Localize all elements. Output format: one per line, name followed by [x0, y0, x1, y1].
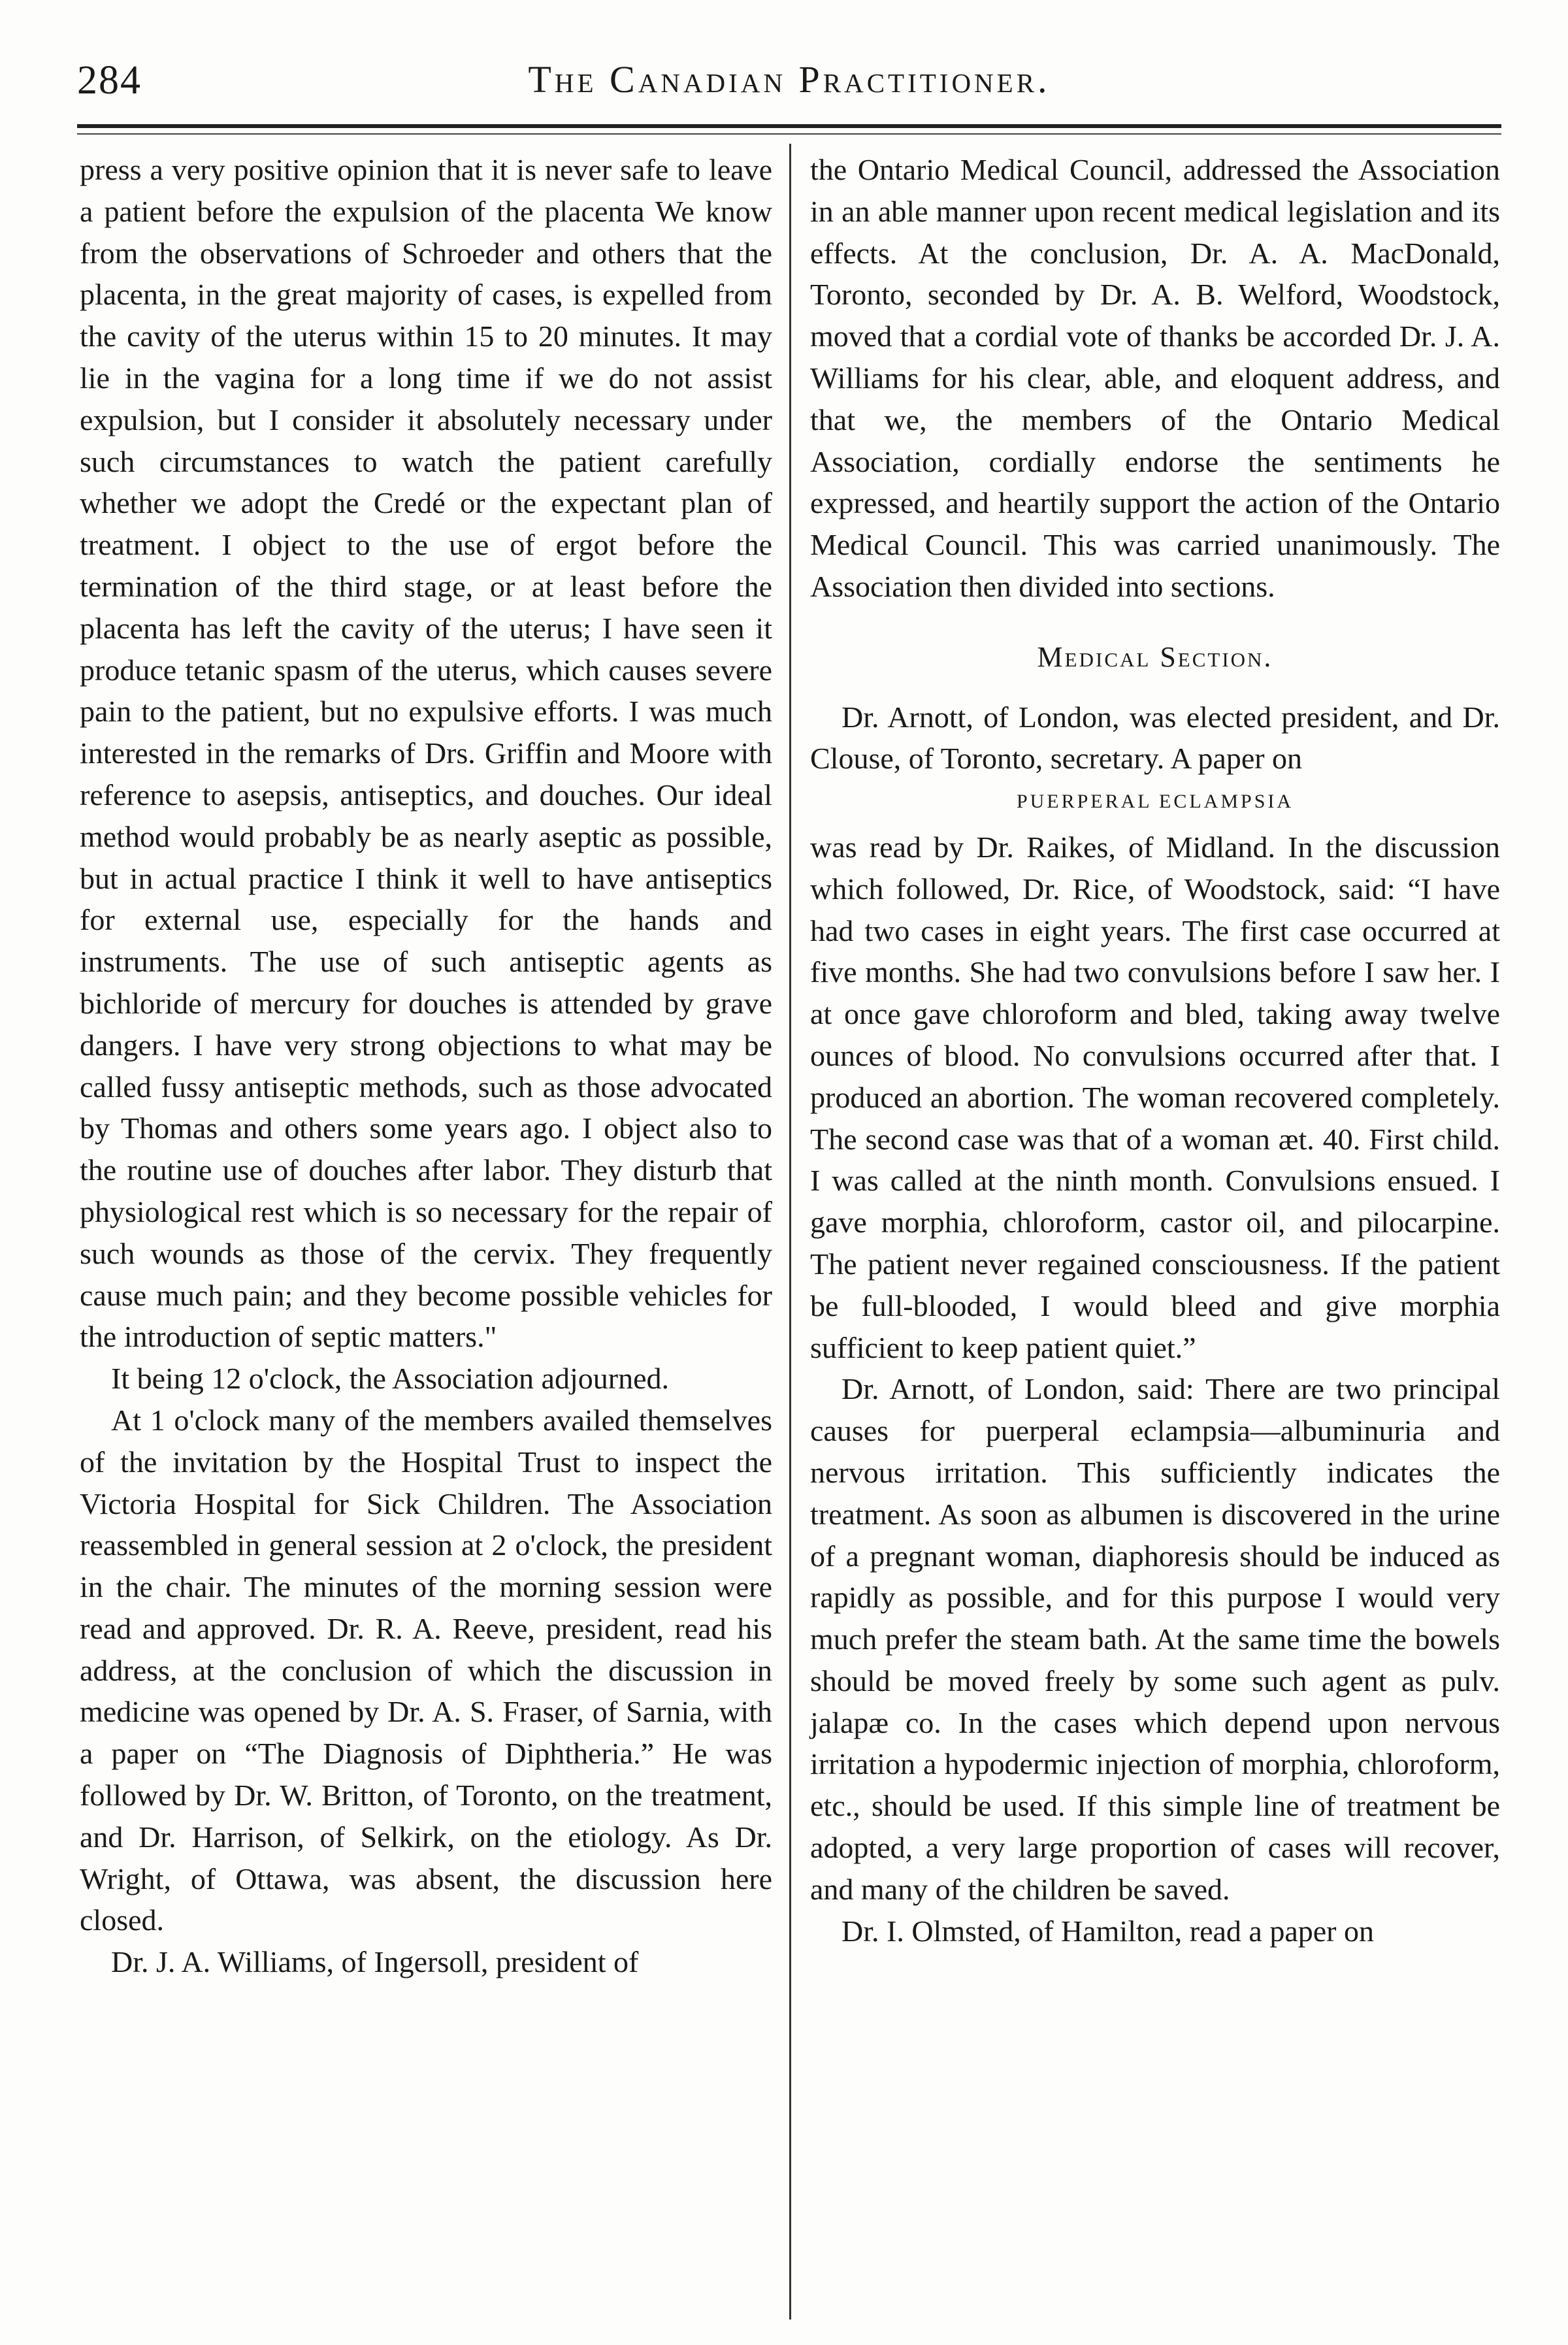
- left-paragraph-2: It being 12 o'clock, the Association adjourned.: [111, 1362, 669, 1396]
- right-paragraph-1: the Ontario Medical Council, addressed the Association in an able manner upon recent medical legislation and its effects. At the conclusion, Dr. A. A. MacDonald, Toronto, seconded by Dr. A. B. Welford, Woodstock, moved that a cordial vote of thanks be accorded Dr. J. A. Williams for his clear, able, and eloquent address, and that we, the members of the Ontario Medical Association, cordially endorse the sentiments he expressed, and heartily support the action of the Ontario Medical Council. This was carried unanimously. The Association then divided into sections.: [810, 153, 1500, 603]
- right-column: [810, 149, 1500, 1952]
- right-paragraph-5: Dr. I. Olmsted, of Hamilton, read a paper on: [841, 1914, 1374, 1948]
- page-header: [77, 46, 1501, 118]
- left-paragraph-4: Dr. J. A. Williams, of Ingersoll, president of: [111, 1945, 639, 1979]
- left-paragraph-3: At 1 o'clock many of the members availed themselves of the invitation by the Hospital Trust to inspect the Victoria Hospital for Sick Children. The Association reassembled in general session at 2 o'clock, the president in the chair. The minutes of the morning session were read and approved. Dr. R. A. Reeve, president, read his address, at the conclusion of which the discussion in medicine was opened by Dr. A. S. Fraser, of Sarnia, with a paper on “The Diagnosis of Diphtheria.” He was followed by Dr. W. Britton, of Toronto, on the treatment, and Dr. Harrison, of Selkirk, on the etiology. As Dr. Wright, of Ottawa, was absent, the discussion here closed.: [80, 1403, 772, 1937]
- column-divider: [789, 144, 791, 2320]
- header-rule-thick: [77, 124, 1501, 128]
- right-paragraph-2: Dr. Arnott, of London, was elected president, and Dr. Clouse, of Toronto, secretary. A paper on: [810, 700, 1500, 776]
- page-number: 284: [77, 58, 142, 103]
- subheading: PUERPERAL ECLAMPSIA: [1016, 791, 1294, 813]
- running-title: The Canadian Practitioner.: [528, 58, 1051, 101]
- left-column: [80, 149, 772, 1983]
- header-rule-thin: [77, 133, 1501, 135]
- right-paragraph-3: was read by Dr. Raikes, of Midland. In the discussion which followed, Dr. Rice, of Woodstock, said: “I have had two cases in eight years. The first case occurred at five months. She had two convulsions before I saw her. I at once gave chloroform and bled, taking away twelve ounces of blood. No convulsions occurred after that. I produced an abortion. The woman recovered completely. The second case was that of a woman æt. 40. First child. I was called at the ninth month. Convulsions ensued. I gave morphia, chloroform, castor oil, and pilocarpine. The patient never regained consciousness. If the patient be full-blooded, I would bleed and give morphia sufficient to keep patient quiet.”: [810, 830, 1500, 1364]
- section-heading: Medical Section.: [1037, 640, 1273, 673]
- right-paragraph-4: Dr. Arnott, of London, said: There are two principal causes for puerperal eclampsia—albuminuria and nervous irritation. This sufficiently indicates the treatment. As soon as albumen is discovered in the urine of a pregnant woman, diaphoresis should be induced as rapidly as possible, and for this purpose I would very much prefer the steam bath. At the same time the bowels should be moved freely by some such agent as pulv. jalapæ co. In the cases which depend upon nervous irritation a hypodermic injection of morphia, chloroform, etc., should be used. If this simple line of treatment be adopted, a very large proportion of cases will recover, and many of the children be saved.: [810, 1372, 1500, 1906]
- left-paragraph-1: press a very positive opinion that it is never safe to leave a patient before the expulsion of the placenta We know from the observations of Schroeder and others that the placenta, in the great majority of cases, is expelled from the cavity of the uterus within 15 to 20 minutes. It may lie in the vagina for a long time if we do not assist expulsion, but I consider it absolutely necessary under such circumstances to watch the patient carefully whether we adopt the Credé or the expectant plan of treatment. I object to the use of ergot before the termination of the third stage, or at least before the placenta has left the cavity of the uterus; I have seen it produce tetanic spasm of the uterus, which causes severe pain to the patient, but no expulsive efforts. I was much interested in the remarks of Drs. Griffin and Moore with reference to asepsis, antiseptics, and douches. Our ideal method would probably be as nearly aseptic as possible, but in actual practice I think it well to have antiseptics for external use, especially for the hands and instruments. The use of such antiseptic agents as bichloride of mercury for douches is attended by grave dangers. I have very strong objections to what may be called fussy antiseptic methods, such as those advocated by Thomas and others some years ago. I object also to the routine use of douches after labor. They disturb that physiological rest which is so necessary for the repair of such wounds as those of the cervix. They frequently cause much pain; and they become possible vehicles for the introduction of septic matters.": [80, 153, 772, 1354]
